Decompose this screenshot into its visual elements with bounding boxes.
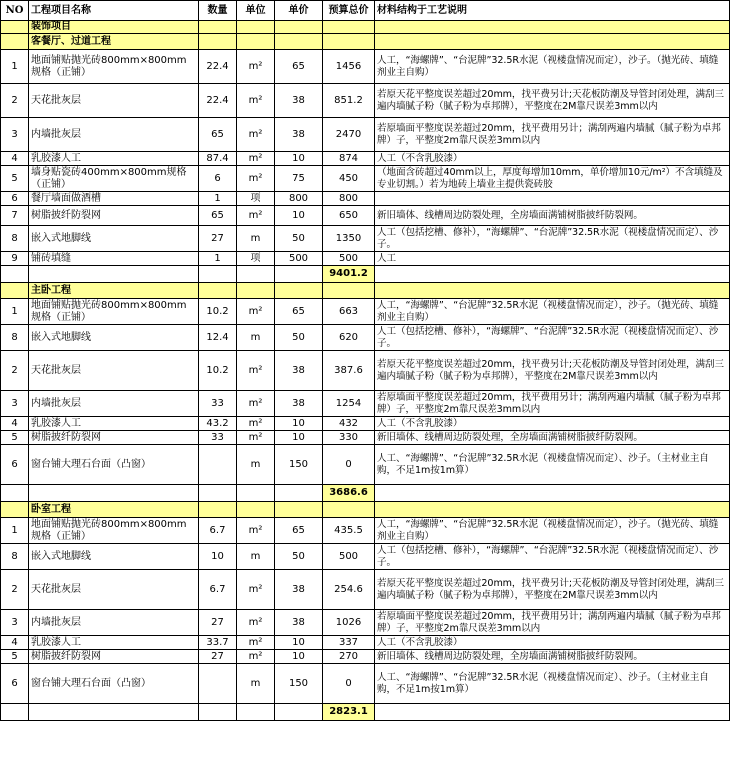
- item-qty[interactable]: [199, 445, 237, 485]
- top-title-empty-desc[interactable]: [375, 21, 730, 34]
- item-qty[interactable]: 33: [199, 431, 237, 445]
- item-desc[interactable]: 新旧墙体、线槽周边防裂处理，全房墙面满铺树脂披纤防裂网。: [375, 206, 730, 226]
- item-total[interactable]: 387.6: [323, 351, 375, 391]
- item-total[interactable]: 450: [323, 166, 375, 192]
- item-qty[interactable]: 10.2: [199, 299, 237, 325]
- row-no[interactable]: 3: [1, 391, 29, 417]
- table-row: [1, 206, 730, 226]
- item-unit[interactable]: 项: [237, 192, 275, 206]
- header-desc[interactable]: 材料结构于工艺说明: [375, 1, 730, 21]
- row-no[interactable]: 8: [1, 544, 29, 570]
- item-total[interactable]: 650: [323, 206, 375, 226]
- table-row: [1, 192, 730, 206]
- item-name[interactable]: 内墙批灰层: [29, 391, 199, 417]
- item-desc[interactable]: 人工，“海螺牌”、“台泥牌”32.5R水泥（视楼盘情况而定），沙子。（抛光砖、填缝剂业主自购）: [375, 299, 730, 325]
- item-qty[interactable]: 12.4: [199, 325, 237, 351]
- top-title[interactable]: 装饰项目: [29, 21, 199, 34]
- item-name[interactable]: 树脂披纤防裂网: [29, 206, 199, 226]
- table-row: [1, 445, 730, 485]
- item-name[interactable]: 乳胶漆人工: [29, 636, 199, 650]
- item-name[interactable]: 铺砖填缝: [29, 252, 199, 266]
- header-name[interactable]: 工程项目名称: [29, 1, 199, 21]
- item-name[interactable]: 乳胶漆人工: [29, 417, 199, 431]
- item-qty[interactable]: 6.7: [199, 570, 237, 610]
- item-price[interactable]: 150: [275, 445, 323, 485]
- item-desc[interactable]: 人工（不含乳胶漆）: [375, 636, 730, 650]
- item-unit[interactable]: m: [237, 445, 275, 485]
- item-price[interactable]: 10: [275, 152, 323, 166]
- item-price[interactable]: 38: [275, 391, 323, 417]
- header-row: [1, 1, 730, 21]
- item-qty[interactable]: 65: [199, 206, 237, 226]
- item-unit[interactable]: 项: [237, 252, 275, 266]
- table-row: [1, 152, 730, 166]
- item-unit[interactable]: m²: [237, 299, 275, 325]
- item-qty[interactable]: 65: [199, 118, 237, 152]
- subtotal-empty-cell[interactable]: [199, 485, 237, 502]
- header-unit[interactable]: 单位: [237, 1, 275, 21]
- item-price[interactable]: 65: [275, 299, 323, 325]
- table-row: [1, 650, 730, 664]
- item-desc[interactable]: 人工（不含乳胶漆）: [375, 417, 730, 431]
- section-title[interactable]: 卧室工程: [29, 502, 199, 518]
- item-qty[interactable]: 27: [199, 650, 237, 664]
- item-unit[interactable]: m²: [237, 152, 275, 166]
- subtotal-empty-cell[interactable]: [1, 704, 29, 721]
- section-title-cell[interactable]: [375, 283, 730, 299]
- item-desc[interactable]: 新旧墙体、线槽周边防裂处理，全房墙面满铺树脂披纤防裂网。: [375, 650, 730, 664]
- item-total[interactable]: 1456: [323, 50, 375, 84]
- item-price[interactable]: 800: [275, 192, 323, 206]
- table-row: [1, 351, 730, 391]
- top-title-no[interactable]: [1, 21, 29, 34]
- top-title-empty-price[interactable]: [275, 21, 323, 34]
- section-title[interactable]: 客餐厅、过道工程: [29, 34, 199, 50]
- header-no[interactable]: NO: [1, 1, 29, 21]
- item-name[interactable]: 嵌入式地脚线: [29, 226, 199, 252]
- item-desc[interactable]: 人工、“海螺牌”、“台泥牌”32.5R水泥（视楼盘情况而定）、沙子。（主材业主自购，不足1m按1m算）: [375, 445, 730, 485]
- item-unit[interactable]: m: [237, 226, 275, 252]
- item-qty[interactable]: 6.7: [199, 518, 237, 544]
- item-price[interactable]: 10: [275, 650, 323, 664]
- item-total[interactable]: 800: [323, 192, 375, 206]
- top-title-empty-unit[interactable]: [237, 21, 275, 34]
- item-qty[interactable]: 10: [199, 544, 237, 570]
- table-row: [1, 84, 730, 118]
- row-no[interactable]: 6: [1, 192, 29, 206]
- item-price[interactable]: 65: [275, 518, 323, 544]
- subtotal-row: [1, 266, 730, 283]
- subtotal-empty-cell[interactable]: [1, 485, 29, 502]
- item-total[interactable]: 500: [323, 544, 375, 570]
- item-unit[interactable]: m: [237, 544, 275, 570]
- item-total[interactable]: 874: [323, 152, 375, 166]
- row-no[interactable]: 8: [1, 226, 29, 252]
- item-name[interactable]: 地面铺贴抛光砖800mm×800mm规格（正铺）: [29, 518, 199, 544]
- item-price[interactable]: 38: [275, 610, 323, 636]
- section-title-cell[interactable]: [199, 283, 237, 299]
- item-qty[interactable]: 22.4: [199, 84, 237, 118]
- item-unit[interactable]: m²: [237, 431, 275, 445]
- item-desc[interactable]: 若原墙面平整度误差超过20mm，找平费用另计；满刮两遍内墙腻（腻子粉为卓邦牌）子，平整度2m靠尺误差3mm以内: [375, 610, 730, 636]
- table-row: [1, 636, 730, 650]
- item-desc[interactable]: 若原天花平整度误差超过20mm，找平费另计;天花板防潮及导管封闭处理，满刮三遍内墙腻子粉（腻子粉为卓邦牌），平整度在2M靠尺误差3mm以内: [375, 570, 730, 610]
- item-unit[interactable]: m: [237, 325, 275, 351]
- item-name[interactable]: 天花批灰层: [29, 351, 199, 391]
- section-title-cell[interactable]: [1, 283, 29, 299]
- item-name[interactable]: 地面铺贴抛光砖800mm×800mm规格（正铺）: [29, 299, 199, 325]
- item-qty[interactable]: 22.4: [199, 50, 237, 84]
- item-unit[interactable]: m²: [237, 206, 275, 226]
- item-desc[interactable]: 人工，“海螺牌”、“台泥牌”32.5R水泥（视楼盘情况而定），沙子。（抛光砖、填缝剂业主自购）: [375, 518, 730, 544]
- item-desc[interactable]: [375, 192, 730, 206]
- section-title-row: [1, 502, 730, 518]
- item-price[interactable]: 10: [275, 636, 323, 650]
- item-unit[interactable]: m²: [237, 417, 275, 431]
- item-name[interactable]: 窗台铺大理石台面（凸窗）: [29, 664, 199, 704]
- item-desc[interactable]: 若原天花平整度误差超过20mm，找平费另计;天花板防潮及导管封闭处理，满刮三遍内墙腻子粉（腻子粉为卓邦牌），平整度在2M靠尺误差3mm以内: [375, 351, 730, 391]
- item-price[interactable]: 50: [275, 226, 323, 252]
- item-name[interactable]: 嵌入式地脚线: [29, 325, 199, 351]
- item-name[interactable]: 窗台铺大理石台面（凸窗）: [29, 445, 199, 485]
- item-desc[interactable]: 若原墙面平整度误差超过20mm，找平费用另计；满刮两遍内墙腻（腻子粉为卓邦牌）子，平整度2m靠尺误差3mm以内: [375, 391, 730, 417]
- item-price[interactable]: 500: [275, 252, 323, 266]
- row-no[interactable]: 6: [1, 664, 29, 704]
- item-qty[interactable]: 33: [199, 391, 237, 417]
- subtotal-empty-cell[interactable]: [275, 704, 323, 721]
- item-name[interactable]: 内墙批灰层: [29, 118, 199, 152]
- item-price[interactable]: 38: [275, 84, 323, 118]
- table-row: [1, 544, 730, 570]
- subtotal-value[interactable]: 9401.2: [323, 266, 375, 283]
- item-qty[interactable]: 1: [199, 252, 237, 266]
- table-row: [1, 417, 730, 431]
- item-price[interactable]: 65: [275, 50, 323, 84]
- item-total[interactable]: 500: [323, 252, 375, 266]
- section-title-cell[interactable]: [275, 283, 323, 299]
- section-title-cell[interactable]: [375, 34, 730, 50]
- item-total[interactable]: 0: [323, 445, 375, 485]
- item-qty[interactable]: [199, 664, 237, 704]
- item-unit[interactable]: m²: [237, 610, 275, 636]
- item-desc[interactable]: 人工（包括挖槽、修补），“海螺牌”、“台泥牌”32.5R水泥（视楼盘情况而定）、沙子。: [375, 325, 730, 351]
- section-title-cell[interactable]: [1, 502, 29, 518]
- item-unit[interactable]: m²: [237, 118, 275, 152]
- item-desc[interactable]: 人工（不含乳胶漆）: [375, 152, 730, 166]
- section-title-cell[interactable]: [323, 34, 375, 50]
- item-unit[interactable]: m²: [237, 166, 275, 192]
- subtotal-row: [1, 704, 730, 721]
- subtotal-empty-cell[interactable]: [275, 485, 323, 502]
- item-total[interactable]: 1350: [323, 226, 375, 252]
- item-price[interactable]: 10: [275, 431, 323, 445]
- item-price[interactable]: 10: [275, 417, 323, 431]
- header-total[interactable]: 预算总价: [323, 1, 375, 21]
- item-price[interactable]: 50: [275, 325, 323, 351]
- item-qty[interactable]: 87.4: [199, 152, 237, 166]
- item-total[interactable]: 1026: [323, 610, 375, 636]
- item-qty[interactable]: 27: [199, 226, 237, 252]
- item-total[interactable]: 620: [323, 325, 375, 351]
- item-name[interactable]: 乳胶漆人工: [29, 152, 199, 166]
- item-qty[interactable]: 33.7: [199, 636, 237, 650]
- row-no[interactable]: 5: [1, 166, 29, 192]
- header-qty[interactable]: 数量: [199, 1, 237, 21]
- item-price[interactable]: 10: [275, 206, 323, 226]
- item-desc[interactable]: 人工、“海螺牌”、“台泥牌”32.5R水泥（视楼盘情况而定）、沙子。（主材业主自购，不足1m按1m算）: [375, 664, 730, 704]
- subtotal-empty-cell[interactable]: [199, 266, 237, 283]
- item-total[interactable]: 2470: [323, 118, 375, 152]
- item-name[interactable]: 餐厅墙面做酒槽: [29, 192, 199, 206]
- table-row: [1, 50, 730, 84]
- item-qty[interactable]: 27: [199, 610, 237, 636]
- row-no[interactable]: 1: [1, 50, 29, 84]
- table-row: [1, 391, 730, 417]
- row-no[interactable]: 2: [1, 84, 29, 118]
- row-no[interactable]: 5: [1, 431, 29, 445]
- section-title-row: [1, 34, 730, 50]
- table-row: [1, 610, 730, 636]
- item-unit[interactable]: m²: [237, 351, 275, 391]
- top-title-empty-total[interactable]: [323, 21, 375, 34]
- row-no[interactable]: 3: [1, 610, 29, 636]
- row-no[interactable]: 1: [1, 299, 29, 325]
- table-row: [1, 166, 730, 192]
- item-desc[interactable]: 人工（包括挖槽、修补），“海螺牌”、“台泥牌”32.5R水泥（视楼盘情况而定）、沙子。: [375, 544, 730, 570]
- section-title-row: [1, 283, 730, 299]
- item-desc[interactable]: 若原天花平整度误差超过20mm，找平费另计;天花板防潮及导管封闭处理，满刮三遍内墙腻子粉（腻子粉为卓邦牌），平整度在2M靠尺误差3mm以内: [375, 84, 730, 118]
- item-total[interactable]: 1254: [323, 391, 375, 417]
- row-no[interactable]: 5: [1, 650, 29, 664]
- section-title[interactable]: 主卧工程: [29, 283, 199, 299]
- row-no[interactable]: 1: [1, 518, 29, 544]
- item-qty[interactable]: 43.2: [199, 417, 237, 431]
- subtotal-empty-cell[interactable]: [199, 704, 237, 721]
- item-name[interactable]: 内墙批灰层: [29, 610, 199, 636]
- item-price[interactable]: 150: [275, 664, 323, 704]
- item-total[interactable]: 663: [323, 299, 375, 325]
- item-unit[interactable]: m²: [237, 84, 275, 118]
- item-qty[interactable]: 6: [199, 166, 237, 192]
- item-name[interactable]: 嵌入式地脚线: [29, 544, 199, 570]
- row-no[interactable]: 4: [1, 636, 29, 650]
- subtotal-empty-cell[interactable]: [29, 485, 199, 502]
- item-name[interactable]: 树脂披纤防裂网: [29, 650, 199, 664]
- item-total[interactable]: 432: [323, 417, 375, 431]
- row-no[interactable]: 9: [1, 252, 29, 266]
- item-price[interactable]: 50: [275, 544, 323, 570]
- item-unit[interactable]: m²: [237, 50, 275, 84]
- item-name[interactable]: 天花批灰层: [29, 570, 199, 610]
- item-name[interactable]: 树脂披纤防裂网: [29, 431, 199, 445]
- section-title-cell[interactable]: [1, 34, 29, 50]
- table-row: [1, 252, 730, 266]
- item-total[interactable]: 435.5: [323, 518, 375, 544]
- subtotal-empty-cell[interactable]: [375, 704, 730, 721]
- item-desc[interactable]: 人工，“海螺牌”、“台泥牌”32.5R水泥（视楼盘情况而定），沙子。（抛光砖、填缝剂业主自购）: [375, 50, 730, 84]
- table-row: [1, 664, 730, 704]
- header-price[interactable]: 单价: [275, 1, 323, 21]
- table-row: [1, 118, 730, 152]
- subtotal-empty-cell[interactable]: [237, 704, 275, 721]
- subtotal-empty-cell[interactable]: [237, 266, 275, 283]
- subtotal-empty-cell[interactable]: [375, 266, 730, 283]
- item-desc[interactable]: 新旧墙体、线槽周边防裂处理，全房墙面满铺树脂披纤防裂网。: [375, 431, 730, 445]
- subtotal-empty-cell[interactable]: [375, 485, 730, 502]
- top-title-row: [1, 21, 730, 34]
- item-total[interactable]: 270: [323, 650, 375, 664]
- subtotal-empty-cell[interactable]: [29, 266, 199, 283]
- item-unit[interactable]: m²: [237, 636, 275, 650]
- subtotal-empty-cell[interactable]: [29, 704, 199, 721]
- row-no[interactable]: 4: [1, 152, 29, 166]
- item-total[interactable]: 330: [323, 431, 375, 445]
- row-no[interactable]: 6: [1, 445, 29, 485]
- item-unit[interactable]: m²: [237, 650, 275, 664]
- item-price[interactable]: 38: [275, 351, 323, 391]
- subtotal-value[interactable]: 2823.1: [323, 704, 375, 721]
- subtotal-row: [1, 485, 730, 502]
- subtotal-empty-cell[interactable]: [1, 266, 29, 283]
- section-title-cell[interactable]: [199, 502, 237, 518]
- row-no[interactable]: 2: [1, 351, 29, 391]
- item-total[interactable]: 0: [323, 664, 375, 704]
- item-price[interactable]: 38: [275, 118, 323, 152]
- section-title-cell[interactable]: [323, 502, 375, 518]
- item-name[interactable]: 地面铺贴抛光砖800mm×800mm规格（正铺）: [29, 50, 199, 84]
- item-unit[interactable]: m²: [237, 391, 275, 417]
- item-desc[interactable]: 若原墙面平整度误差超过20mm，找平费用另计；满刮两遍内墙腻（腻子粉为卓邦牌）子，平整度2m靠尺误差3mm以内: [375, 118, 730, 152]
- section-title-cell[interactable]: [275, 502, 323, 518]
- item-desc[interactable]: （地面含砖超过40mm以上，厚度每增加10mm，单价增加10元/m²）不含填缝及专业切割。）若为地砖上墙业主提供瓷砖胶: [375, 166, 730, 192]
- table-row: [1, 226, 730, 252]
- row-no[interactable]: 8: [1, 325, 29, 351]
- row-no[interactable]: 4: [1, 417, 29, 431]
- row-no[interactable]: 3: [1, 118, 29, 152]
- item-price[interactable]: 38: [275, 570, 323, 610]
- subtotal-empty-cell[interactable]: [275, 266, 323, 283]
- item-unit[interactable]: m²: [237, 518, 275, 544]
- item-name[interactable]: 墙身贴瓷砖400mm×800mm规格（正铺）: [29, 166, 199, 192]
- section-title-cell[interactable]: [375, 502, 730, 518]
- subtotal-empty-cell[interactable]: [237, 485, 275, 502]
- item-qty[interactable]: 10.2: [199, 351, 237, 391]
- section-title-cell[interactable]: [237, 283, 275, 299]
- item-total[interactable]: 851.2: [323, 84, 375, 118]
- section-title-cell[interactable]: [275, 34, 323, 50]
- section-title-cell[interactable]: [199, 34, 237, 50]
- subtotal-value[interactable]: 3686.6: [323, 485, 375, 502]
- row-no[interactable]: 7: [1, 206, 29, 226]
- item-price[interactable]: 75: [275, 166, 323, 192]
- item-qty[interactable]: 1: [199, 192, 237, 206]
- item-unit[interactable]: m: [237, 664, 275, 704]
- item-name[interactable]: 天花批灰层: [29, 84, 199, 118]
- section-title-cell[interactable]: [237, 34, 275, 50]
- top-title-empty-qty[interactable]: [199, 21, 237, 34]
- item-total[interactable]: 254.6: [323, 570, 375, 610]
- table-row: [1, 299, 730, 325]
- table-row: [1, 570, 730, 610]
- table-row: [1, 325, 730, 351]
- item-desc[interactable]: 人工（包括挖槽、修补），“海螺牌”、“台泥牌”32.5R水泥（视楼盘情况而定）、沙子。: [375, 226, 730, 252]
- item-total[interactable]: 337: [323, 636, 375, 650]
- row-no[interactable]: 2: [1, 570, 29, 610]
- section-title-cell[interactable]: [323, 283, 375, 299]
- table-row: [1, 431, 730, 445]
- item-desc[interactable]: 人工: [375, 252, 730, 266]
- table-row: [1, 518, 730, 544]
- section-title-cell[interactable]: [237, 502, 275, 518]
- item-unit[interactable]: m²: [237, 570, 275, 610]
